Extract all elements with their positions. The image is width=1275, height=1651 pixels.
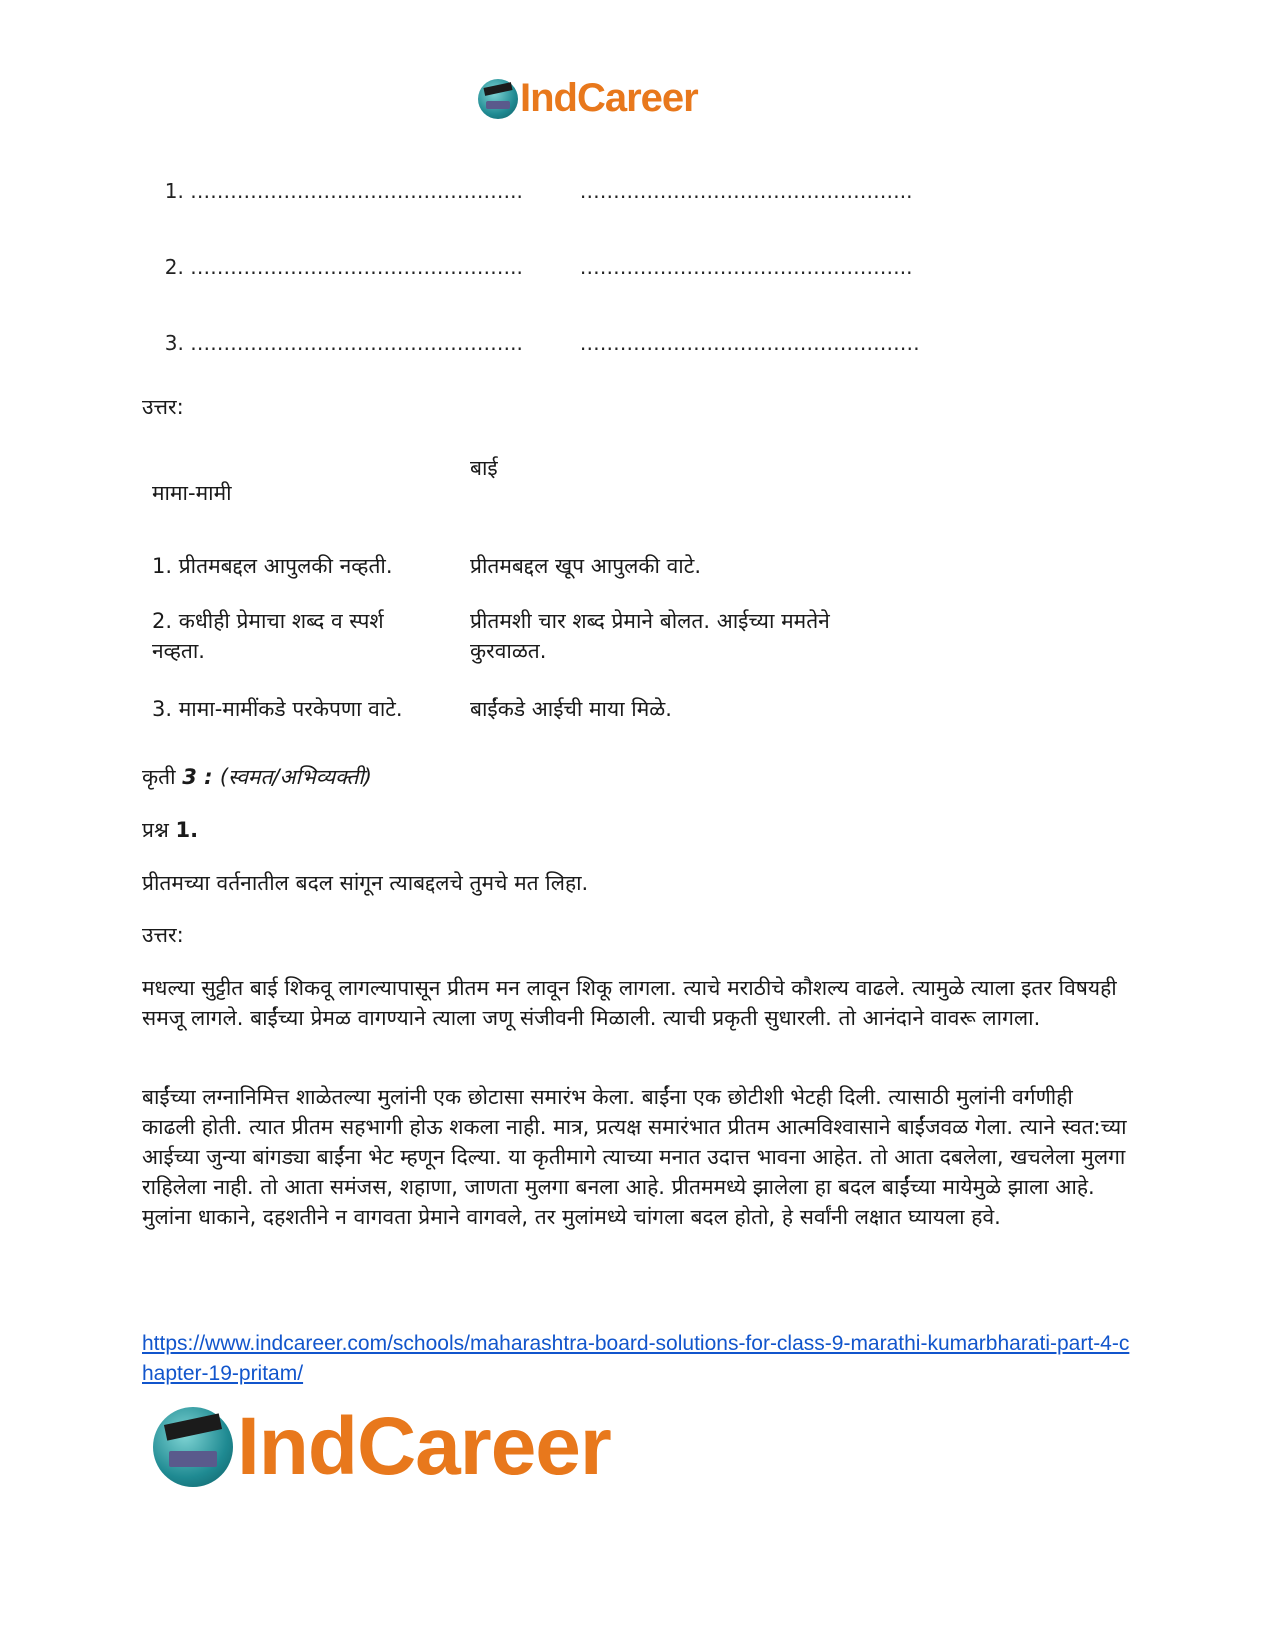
blank-row-number: 3.: [164, 331, 184, 355]
table-row-3-left: 3. मामा-मामींकडे परकेपणा वाटे.: [152, 697, 403, 721]
blank-row-number: 2.: [164, 255, 184, 279]
table-header-mama-mami: मामा-मामी: [152, 481, 232, 505]
graduation-cap-book-globe-icon: [478, 79, 518, 119]
blank-row-1: [152, 155, 523, 203]
footer-logo: [153, 1400, 611, 1494]
blank-right: …………………………………………..: [579, 179, 913, 203]
blank-row-2-right: [567, 231, 912, 279]
blank-left: …………………………………………..: [190, 331, 523, 355]
table-row-1-right: प्रीतमबद्दल खूप आपुलकी वाटे.: [470, 554, 702, 578]
activity-heading: कृती 3 : (स्वमत/अभिव्यक्ती): [142, 765, 372, 789]
answer-label: उत्तर:: [142, 923, 184, 947]
logo-text: IndCareer: [520, 76, 698, 120]
blank-row-1-right: [567, 155, 912, 203]
blank-left: …………………………………………..: [190, 255, 523, 279]
answer-paragraph-1: मधल्या सुट्टीत बाई शिकवू लागल्यापासून प्रीतम मन लावून शिकू लागला. त्याचे मराठीचे कौशल्य वाढले. त्यामुळे त्याला इतर विषयही समजू लागले. बाईंच्या प्रेमळ वागण्याने त्याला जणू संजीवनी मिळाली. त्याची प्रकृती सुधारली. तो आनंदाने वावरू लागला.: [142, 976, 1117, 1030]
blank-right: …………………………………………..: [579, 255, 913, 279]
table-header-bai: बाई: [470, 456, 498, 480]
table-row-2-right: प्रीतमशी चार शब्द प्रेमाने बोलत. आईच्या ममतेने कुरवाळत.: [470, 609, 830, 663]
blank-row-2: [152, 231, 523, 279]
question-text: प्रीतमच्या वर्तनातील बदल सांगून त्याबद्दलचे तुमचे मत लिहा.: [142, 871, 589, 895]
blank-row-3-right: [567, 307, 920, 355]
graduation-cap-book-globe-icon: [153, 1407, 233, 1487]
blank-left: …………………………………………..: [190, 179, 523, 203]
answer-label: उत्तर:: [142, 395, 184, 419]
header-logo: [478, 76, 698, 121]
table-row-1-left: 1. प्रीतमबद्दल आपुलकी नव्हती.: [152, 554, 393, 578]
table-row-2-left: 2. कधीही प्रेमाचा शब्द व स्पर्श नव्हता.: [152, 609, 384, 663]
logo-text: IndCareer: [237, 1401, 611, 1492]
blank-right: ……………………………………………: [579, 331, 920, 355]
blank-row-3: [152, 307, 523, 355]
question-label: प्रश्न 1.: [142, 818, 199, 842]
table-row-3-right: बाईंकडे आईची माया मिळे.: [470, 697, 672, 721]
answer-paragraph-2: बाईंच्या लग्नानिमित्त शाळेतल्या मुलांनी एक छोटासा समारंभ केला. बाईंना एक छोटीशी भेटही दिली. त्यासाठी मुलांनी वर्गणीही काढली होती. त्यात प्रीतम सहभागी होऊ शकला नाही. मात्र, प्रत्यक्ष समारंभात प्रीतम आत्मविश्वासाने बाईंजवळ गेला. त्याने स्वत:च्या आईच्या जुन्या बांगड्या बाईंना भेट म्हणून दिल्या. या कृतीमागे त्याच्या मनात उदात्त भावना आहेत. तो आता दबलेला, खचलेला मुलगा राहिलेला नाही. तो आता समंजस, शहाणा, जाणता मुलगा बनला आहे. प्रीतममध्ये झालेला हा बदल बाईंच्या मायेमुळे झाला आहे. मुलांना धाकाने, दहशतीने न वागवता प्रेमाने वागवले, तर मुलांमध्ये चांगला बदल होतो, हे सर्वांनी लक्षात घ्यायला हवे.: [142, 1085, 1127, 1229]
source-link[interactable]: https://www.indcareer.com/schools/maharashtra-board-solutions-for-class-9-marathi-kumarbharati-part-4-chapter-19-pritam/: [142, 1332, 1130, 1385]
blank-row-number: 1.: [164, 179, 184, 203]
